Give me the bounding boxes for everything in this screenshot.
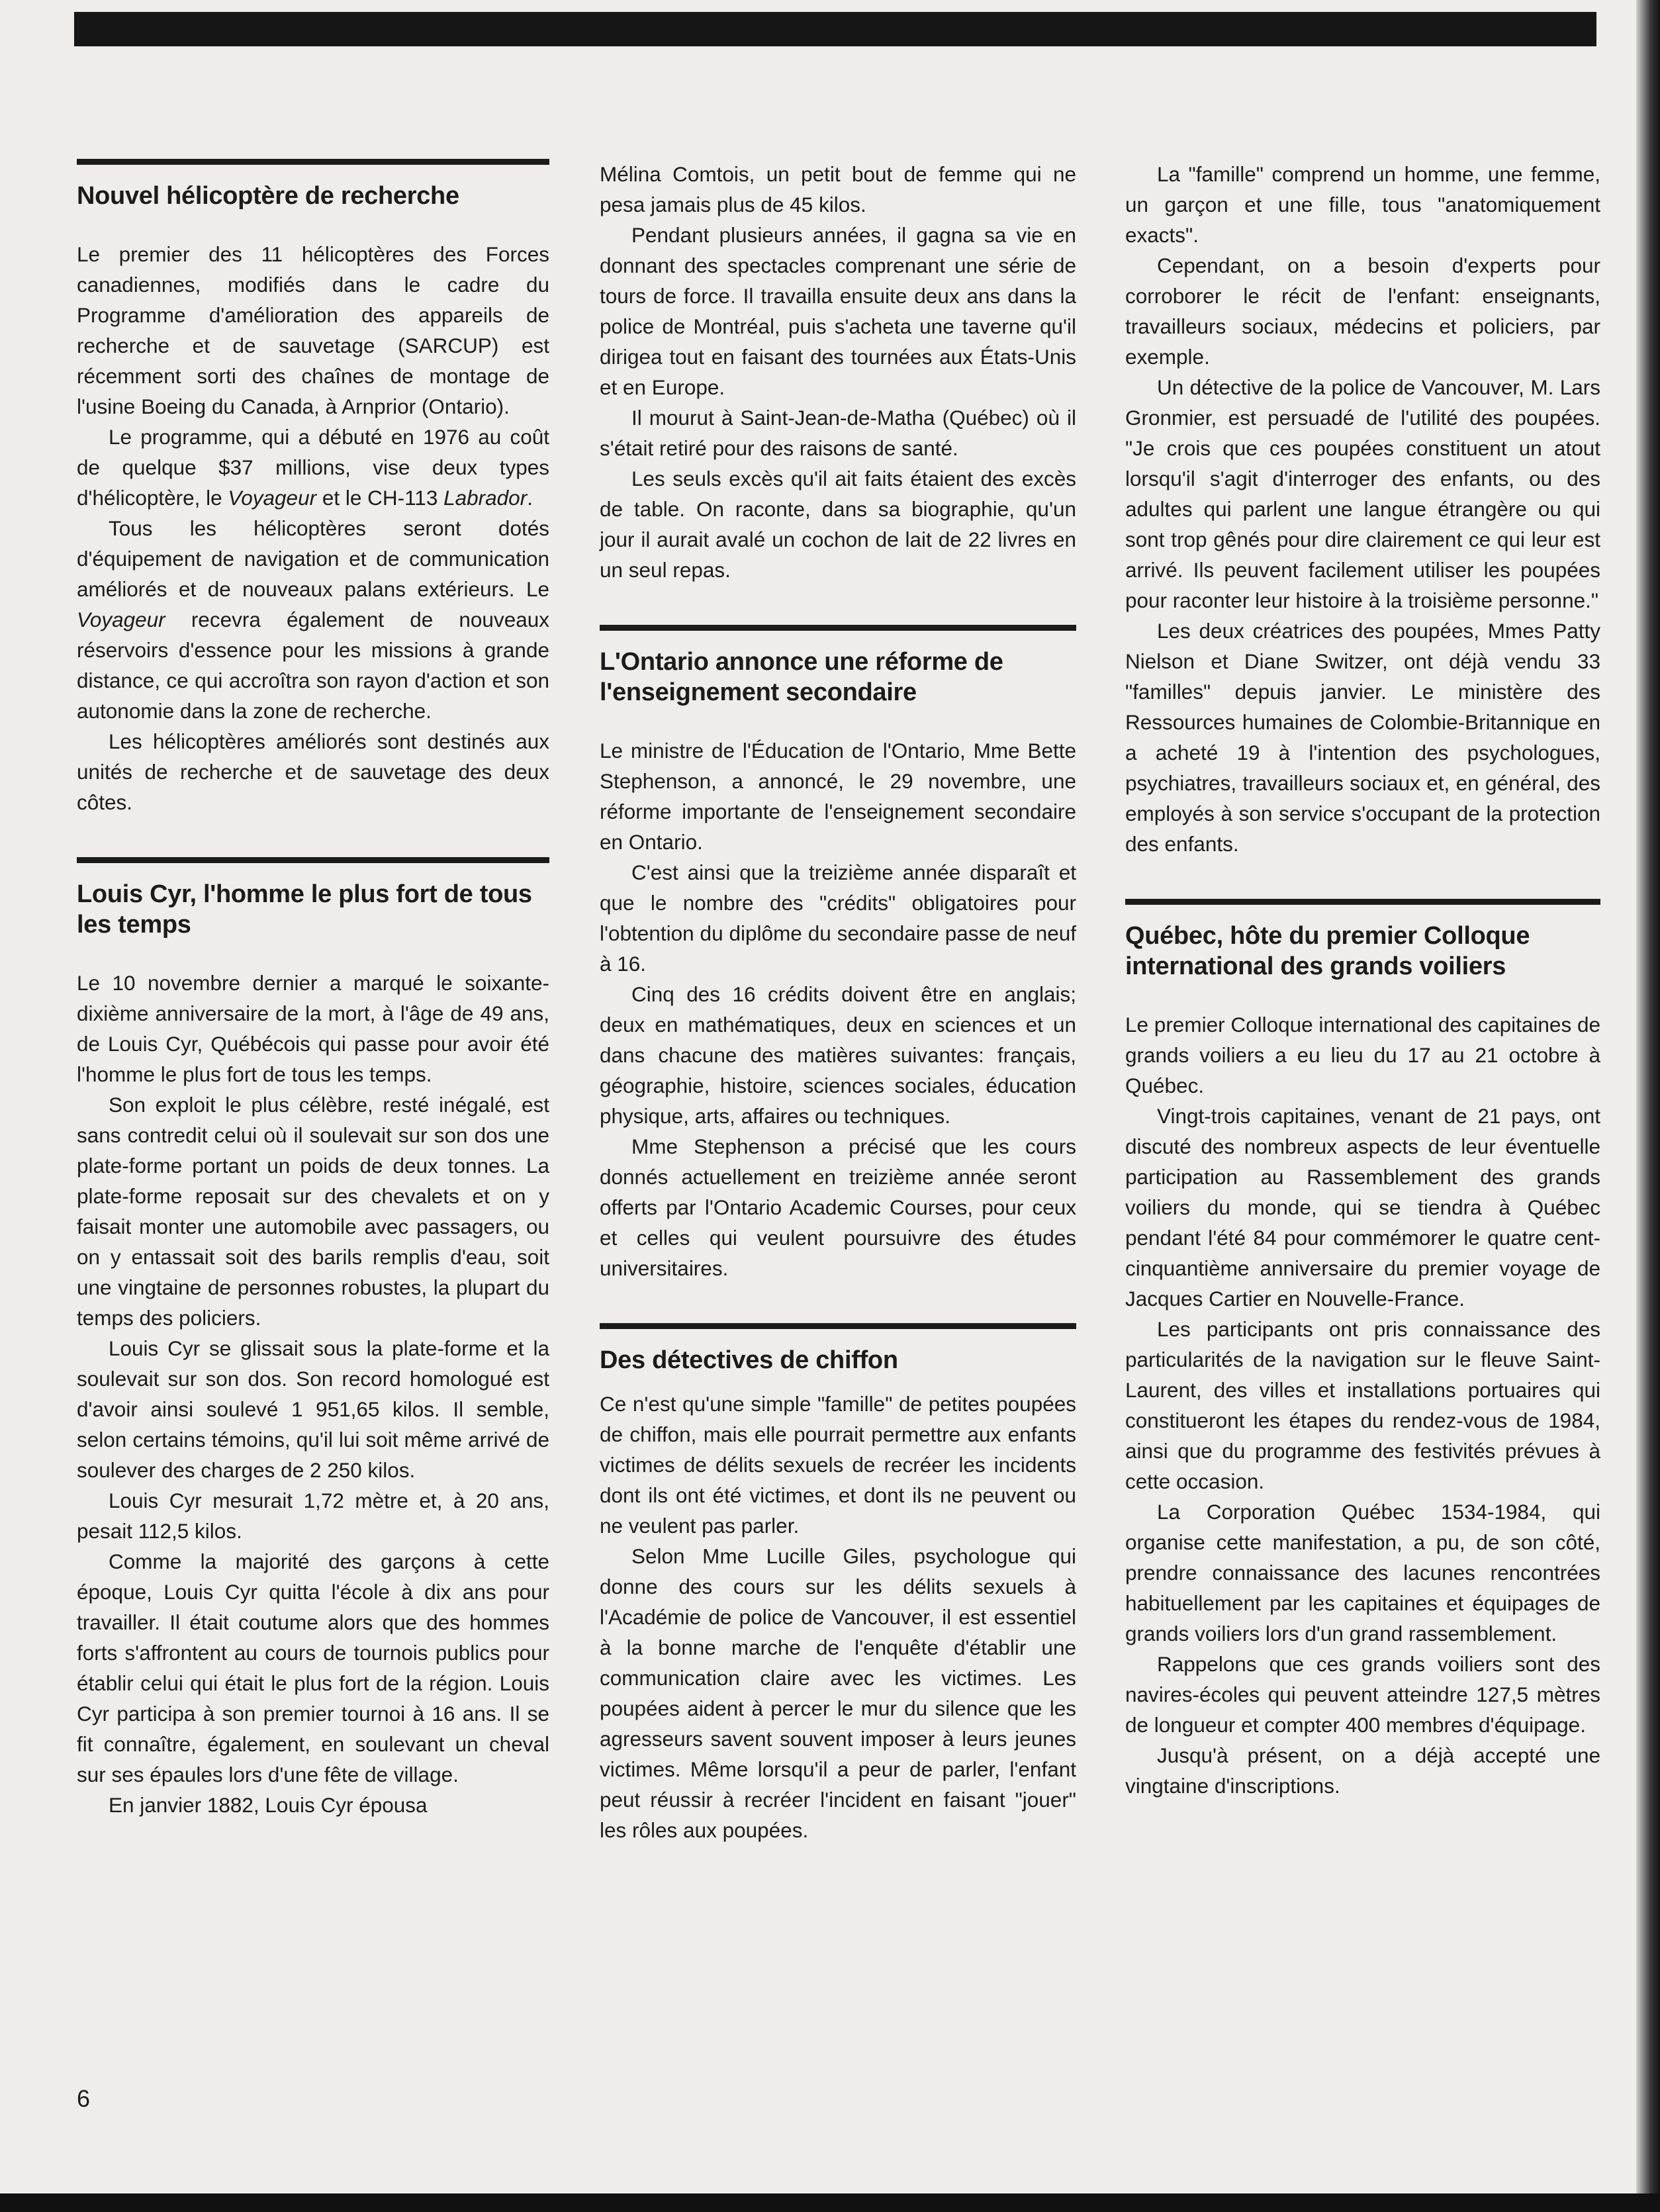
- article-paragraph: Pendant plusieurs années, il gagna sa vie en donnant des spectacles comprenant une série de tours de force. Il travailla ensuite deux ans dans la police de Montréal, puis s'acheta une taverne qu'il dirigea tout en faisant des tournées aux États-Unis et en Europe.: [600, 223, 1076, 399]
- top-black-bar: [74, 12, 1596, 46]
- article-paragraph: C'est ainsi que la treizième année disparaît et que le nombre des "crédits" obligatoires pour l'obtention du diplôme du secondaire passe de neuf à 16.: [600, 860, 1076, 976]
- article-detectives-continued: [1125, 159, 1600, 859]
- article-paragraph: Louis Cyr mesurait 1,72 mètre et, à 20 ans, pesait 112,5 kilos.: [77, 1489, 549, 1543]
- article-detectives: [600, 1323, 1076, 1845]
- article-title: Des détectives de chiffon: [600, 1346, 898, 1374]
- page-edge-shadow: [1636, 0, 1660, 2212]
- article-ontario: [600, 625, 1076, 1283]
- article-paragraph: Le programme, qui a débuté en 1976 au coût de quelque $37 millions, vise deux types d'hélicoptère, le Voyageur et le CH-113 Labrador.: [77, 425, 549, 510]
- article-paragraph: Rappelons que ces grands voiliers sont des navires-écoles qui peuvent atteindre 127,5 mètres de longueur et compter 400 membres d'équipage.: [1125, 1652, 1600, 1737]
- article-paragraph: La Corporation Québec 1534-1984, qui organise cette manifestation, a pu, de son côté, prendre connaissance des lacunes rencontrées habituellement par les capitaines et équipages de grands voiliers lors d'un grand rassemblement.: [1125, 1500, 1600, 1645]
- article-title: L'Ontario annonce une réforme de l'enseignement secondaire: [600, 648, 1003, 706]
- article-louis-cyr-continued: [600, 159, 1076, 585]
- article-paragraph: Cependant, on a besoin d'experts pour corroborer le récit de l'enfant: enseignants, travailleurs sociaux, médecins et policiers, par exemple.: [1125, 253, 1600, 369]
- article-paragraph: Un détective de la police de Vancouver, M. Lars Gronmier, est persuadé de l'utilité des poupées. "Je crois que ces poupées constituent un atout lorsqu'il s'agit d'interroger des enfants, ou des adultes qui parlent une langue étrangère ou qui sont trop gênés pour dire clairement ce qui leur est arrivé. Ils peuvent facilement utiliser les poupées pour raconter leur histoire à la troisième personne.": [1125, 375, 1600, 612]
- article-paragraph: Il mourut à Saint-Jean-de-Matha (Québec) où il s'était retiré pour des raisons de santé.: [600, 406, 1076, 460]
- article-paragraph: Les seuls excès qu'il ait faits étaient des excès de table. On raconte, dans sa biographie, qu'un jour il aurait avalé un cochon de lait de 22 livres en un seul repas.: [600, 467, 1076, 582]
- page-bottom-edge: [0, 2193, 1660, 2212]
- article-paragraph-continued: Mélina Comtois, un petit bout de femme qui ne pesa jamais plus de 45 kilos.: [600, 162, 1076, 216]
- article-paragraph: Mme Stephenson a précisé que les cours donnés actuellement en treizième année seront offerts par l'Ontario Academic Courses, pour ceux et celles qui veulent poursuivre des études universitaires.: [600, 1134, 1076, 1280]
- article-paragraph: Selon Mme Lucille Giles, psychologue qui donne des cours sur les délits sexuels à l'Académie de police de Vancouver, il est essentiel à la bonne marche de l'enquête d'établir une communication claire avec les victimes. Les poupées aident à percer le mur du silence que les agresseurs savent souvent imposer à leurs jeunes victimes. Même lorsqu'il a peur de parler, l'enfant peut réussir à recréer l'incident en faisant "jouer" les rôles aux poupées.: [600, 1544, 1076, 1842]
- article-title: Louis Cyr, l'homme le plus fort de tous les temps: [77, 880, 532, 939]
- column-right: [1125, 159, 1600, 1801]
- article-louis-cyr: [77, 857, 549, 1820]
- article-paragraph: Comme la majorité des garçons à cette époque, Louis Cyr quitta l'école à dix ans pour travailler. Il était coutume alors que des hommes forts s'affrontent au cours de tournois publics pour établir celui qui était le plus fort de la région. Louis Cyr participa à son premier tournoi à 16 ans. Il se fit connaître, également, en soulevant un cheval sur ses épaules lors d'une fête de village.: [77, 1549, 549, 1786]
- article-paragraph: Les deux créatrices des poupées, Mmes Patty Nielson et Diane Switzer, ont déjà vendu 33 "familles" depuis janvier. Le ministère des Ressources humaines de Colombie-Britannique en a acheté 19 à l'intention des psychologues, psychiatres, travailleurs sociaux et, en général, des employés à son service s'occupant de la protection des enfants.: [1125, 619, 1600, 856]
- article-paragraph: Louis Cyr se glissait sous la plate-forme et la soulevait sur son dos. Son record homologué est d'avoir ainsi soulevé 1 951,65 kilos. Il semble, selon certains témoins, qu'il lui soit même arrivé de soulever des charges de 2 250 kilos.: [77, 1336, 549, 1482]
- article-paragraph: Les participants ont pris connaissance des particularités de la navigation sur le fleuve Saint-Laurent, des villes et installations portuaires qui constitueront les étapes du rendez-vous de 1984, ainsi que du programme des festivités prévues à cette occasion.: [1125, 1317, 1600, 1493]
- article-title: Québec, hôte du premier Colloque international des grands voiliers: [1125, 922, 1530, 980]
- article-paragraph: Son exploit le plus célèbre, resté inégalé, est sans contredit celui où il soulevait sur son dos une plate-forme portant un poids de deux tonnes. La plate-forme reposait sur des chevalets et on y faisait monter une automobile avec passagers, ou on y entassait soit des barils remplis d'eau, soit une vingtaine de personnes robustes, la plupart du temps des policiers.: [77, 1093, 549, 1330]
- article-paragraph: Jusqu'à présent, on a déjà accepté une vingtaine d'inscriptions.: [1125, 1743, 1600, 1798]
- article-paragraph: Les hélicoptères améliorés sont destinés aux unités de recherche et de sauvetage des deux côtes.: [77, 729, 549, 814]
- article-paragraph: Le 10 novembre dernier a marqué le soixante-dixième anniversaire de la mort, à l'âge de 49 ans, de Louis Cyr, Québécois qui passe pour avoir été l'homme le plus fort de tous les temps.: [77, 971, 549, 1086]
- article-paragraph: Le ministre de l'Éducation de l'Ontario, Mme Bette Stephenson, a annoncé, le 29 novembre, une réforme importante de l'enseignement secondaire en Ontario.: [600, 739, 1076, 854]
- article-helicoptere: [77, 159, 549, 817]
- page-number: 6: [77, 2085, 91, 2112]
- article-paragraph: Cinq des 16 crédits doivent être en anglais; deux en mathématiques, deux en sciences et un dans chacune des matières suivantes: français, géographie, histoire, sciences sociales, éducation physique, arts, affaires ou techniques.: [600, 982, 1076, 1128]
- article-paragraph: La "famille" comprend un homme, une femme, un garçon et une fille, tous "anatomiquement exacts".: [1125, 162, 1600, 247]
- article-paragraph: Tous les hélicoptères seront dotés d'équipement de navigation et de communication améliorés et de nouveaux palans extérieurs. Le Voyageur recevra également de nouveaux réservoirs d'essence pour les missions à grande distance, ce qui accroîtra son rayon d'action et son autonomie dans la zone de recherche.: [77, 516, 549, 723]
- article-voiliers: [1125, 899, 1600, 1801]
- article-title: Nouvel hélicoptère de recherche: [77, 182, 459, 210]
- article-paragraph: Le premier des 11 hélicoptères des Forces canadiennes, modifiés dans le cadre du Programme d'amélioration des appareils de recherche et de sauvetage (SARCUP) est récemment sorti des chaînes de montage de l'usine Boeing du Canada, à Arnprior (Ontario).: [77, 242, 549, 418]
- column-middle: [600, 159, 1076, 1845]
- article-paragraph: Ce n'est qu'une simple "famille" de petites poupées de chiffon, mais elle pourrait permettre aux enfants victimes de délits sexuels de recréer les incidents dont ils ont été victimes, et dont ils ne peuvent ou ne veulent pas parler.: [600, 1392, 1076, 1538]
- column-left: [77, 159, 549, 1820]
- article-paragraph-start: En janvier 1882, Louis Cyr épousa: [109, 1793, 428, 1817]
- article-paragraph: Le premier Colloque international des capitaines de grands voiliers a eu lieu du 17 au 21 octobre à Québec.: [1125, 1013, 1600, 1097]
- article-paragraph: Vingt-trois capitaines, venant de 21 pays, ont discuté des nombreux aspects de leur éventuelle participation au Rassemblement des grands voiliers du monde, qui se tiendra à Québec pendant l'été 84 pour commémorer le quatre cent-cinquantième anniversaire du premier voyage de Jacques Cartier en Nouvelle-France.: [1125, 1104, 1600, 1311]
